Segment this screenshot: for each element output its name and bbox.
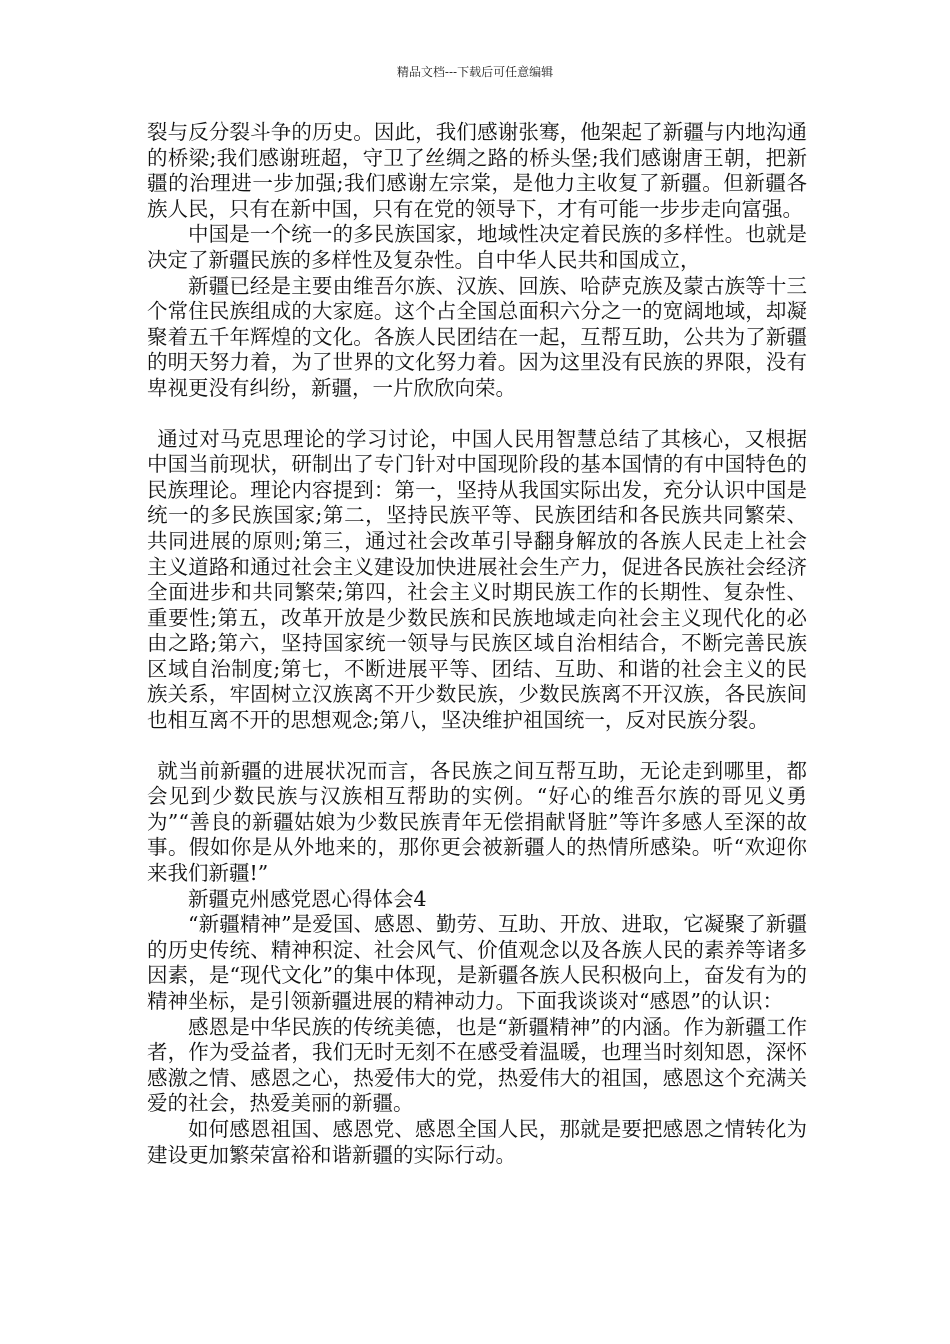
paragraph-theory: 通过对马克思理论的学习讨论，中国人民用智慧总结了其核心，又根据中国当前现状，研制出了专门针对中国现阶段的基本国情的有中国特色的民族理论。理论内容提到：第一，坚持从我国实际出发，充分认识中国是统一的多民族国家;第二，坚持民族平等、民族团结和各民族共同繁荣、共同进展的原则;第三，通过社会改革引导翻身解放的各族人民走上社会主义道路和通过社会主义建设加快进展社会生产力，促进各民族社会经济全面进步和共同繁荣;第四，社会主义时期民族工作的长期性、复杂性、重要性;第五，改革开放是少数民族和民族地域走向社会主义现代化的必由之路;第六，坚持国家统一领导与民族区域自治相结合，不断完善民族区域自治制度;第七，不断进展平等、团结、互助、和谐的社会主义的民族关系，牢固树立汉族离不开少数民族，少数民族离不开汉族，各民族间也相互离不开的思想观念;第八，坚决维护祖国统一，反对民族分裂。 (147, 426, 807, 733)
section-heading: 新疆克州感党恩心得体会4 (188, 886, 427, 911)
page-header: 精品文档---下载后可任意编辑 (396, 65, 554, 79)
paragraph-spacer (147, 402, 807, 427)
paragraph-xinjiang-spirit: “新疆精神”是爱国、感恩、勤劳、互助、开放、进取，它凝聚了新疆的历史传统、精神积淀、社会风气、价值观念以及各族人民的素养等诸多因素，是“现代文化”的集中体现，是新疆各族人民积极向上，奋发有为的精神坐标，是引领新疆进展的精神动力。下面我谈谈对“感恩”的认识： (147, 912, 807, 1013)
paragraph-mutual-help: 就当前新疆的进展状况而言，各民族之间互帮互助，无论走到哪里，都会见到少数民族与汉族相互帮助的实例。“好心的维吾尔族的哥见义勇为”“善良的新疆姑娘为少数民族青年无偿捐献肾脏”等许多感人至深的故事。假如你是从外地来的，那你更会被新疆人的热情所感染。听“欢迎你来我们新疆!” (147, 758, 807, 886)
paragraph-multiethnic: 中国是一个统一的多民族国家，地域性决定着民族的多样性。也就是决定了新疆民族的多样性及复杂性。自中华人民共和国成立， (147, 222, 807, 272)
paragraph-history: 裂与反分裂斗争的历史。因此，我们感谢张骞，他架起了新疆与内地沟通的桥梁;我们感谢班超，守卫了丝绸之路的桥头堡;我们感谢唐王朝，把新疆的治理进一步加强;我们感谢左宗棠，是他力主收复了新疆。但新疆各族人民，只有在新中国，只有在党的领导下，才有可能一步步走向富强。 (147, 120, 807, 221)
paragraph-gratitude: 感恩是中华民族的传统美德，也是“新疆精神”的内涵。作为新疆工作者，作为受益者，我们无时无刻不在感受着温暖，也理当时刻知恩，深怀感激之情、感恩之心，热爱伟大的党，热爱伟大的祖国，感恩这个充满关爱的社会，热爱美丽的新疆。 (147, 1014, 807, 1116)
paragraph-spacer (147, 734, 807, 759)
paragraph-action: 如何感恩祖国、感恩党、感恩全国人民，那就是要把感恩之情转化为建设更加繁荣富裕和谐新疆的实际行动。 (147, 1116, 807, 1167)
document-body (147, 120, 807, 1168)
paragraph-family: 新疆已经是主要由维吾尔族、汉族、回族、哈萨克族及蒙古族等十三个常住民族组成的大家庭。这个占全国总面积六分之一的宽阔地域，却凝聚着五千年辉煌的文化。各族人民团结在一起，互帮互助，公共为了新疆的明天努力着，为了世界的文化努力着。因为这里没有民族的界限，没有卑视更没有纠纷，新疆，一片欣欣向荣。 (147, 273, 807, 400)
